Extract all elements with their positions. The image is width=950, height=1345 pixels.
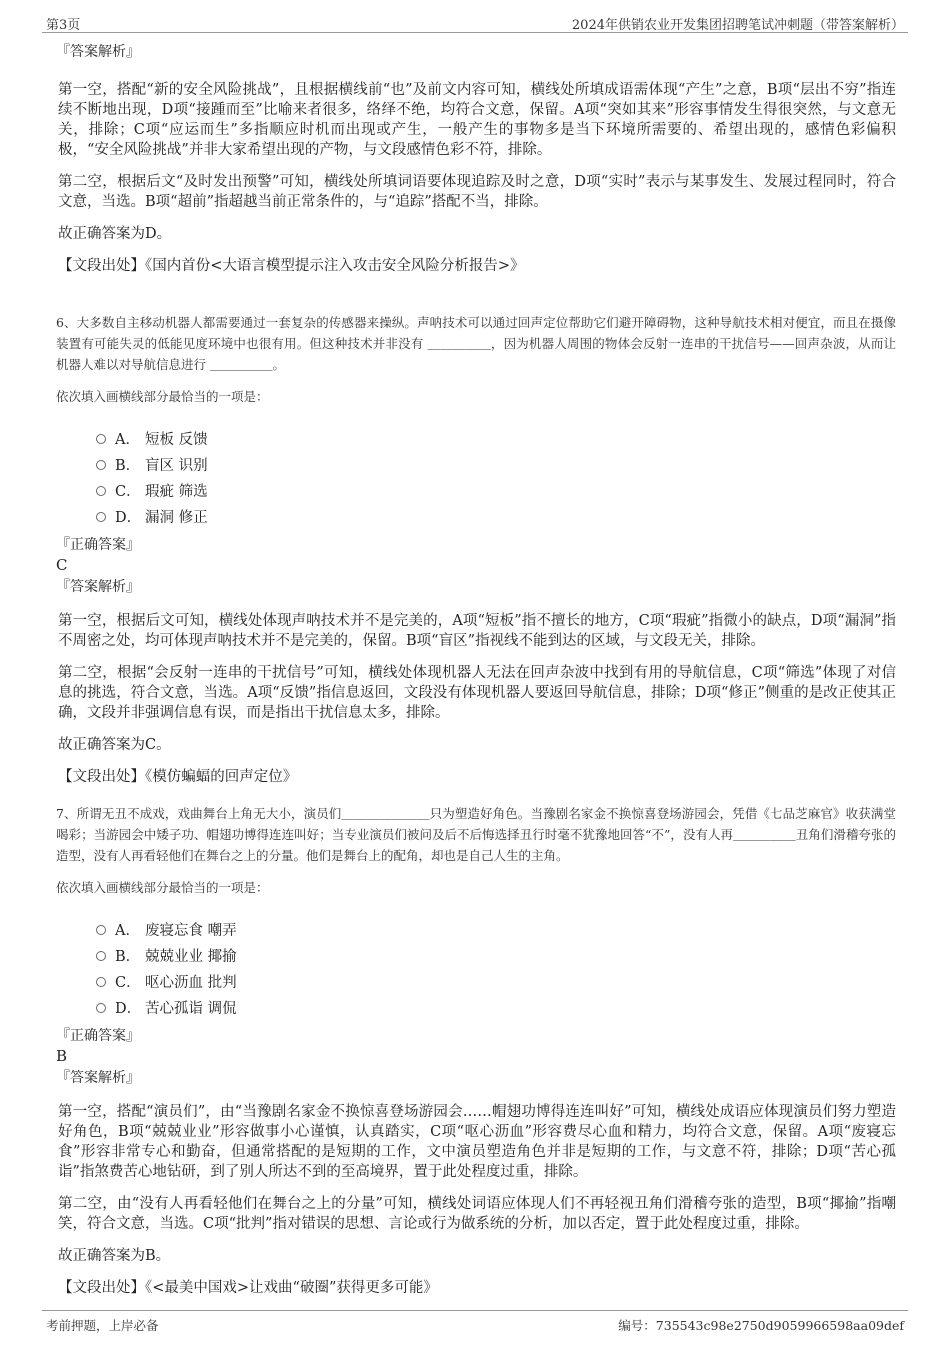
option-text: 废寝忘食 嘲弄 (145, 922, 237, 939)
radio-icon[interactable] (96, 1003, 106, 1013)
q7-correct-label: 『正确答案』 (56, 1028, 140, 1044)
q6-instruction: 依次填入画横线部分最恰当的一项是： (56, 389, 269, 404)
q7-option-b[interactable] (96, 942, 896, 968)
q7-option-d[interactable] (96, 994, 896, 1020)
option-text: 兢兢业业 揶揄 (145, 948, 237, 965)
option-letter: B． (115, 457, 141, 474)
footer-slogan: 考前押题，上岸必备 (46, 1318, 159, 1333)
q6-analysis-label: 『答案解析』 (56, 579, 140, 595)
q6-analysis-p1: 第一空，根据后文可知，横线处体现声呐技术并不是完美的，A项“短板”指不擅长的地方，C项“瑕疵”指微小的缺点，D项“漏洞”指不周密之处，均可体现声呐技术并不是完美的，保留。B项“盲区”指视线不能到达的区域，与文段无关，排除。 (58, 613, 896, 649)
option-text: 盲区 识别 (145, 457, 208, 474)
q7-analysis-p1: 第一空，搭配“演员们”，由“当豫剧名家金不换惊喜登场游园会……帽翅功博得连连叫好”可知，横线处成语应体现演员们努力塑造好角色，B项“兢兢业业”形容做事小心谨慎，认真踏实，C项“呕心沥血”形容费尽心血和精力，均符合文意，保留。A项“废寝忘食”形容非常专心和勤奋，但通常搭配的是短期的工作，文中演员塑造角色并非是短期的工作，与文意不符，排除；D项“苦心孤诣”指煞费苦心地钻研，到了别人所达不到的至高境界，置于此处程度过重，排除。 (58, 1104, 896, 1180)
q6-answer: C (56, 556, 68, 574)
q6-option-a[interactable] (96, 425, 896, 451)
q7-analysis-label: 『答案解析』 (56, 1070, 140, 1086)
q5-source: 【文段出处】《国内首份<大语言模型提示注入攻击安全风险分析报告>》 (58, 258, 525, 274)
radio-icon[interactable] (96, 977, 106, 987)
option-text: 瑕疵 筛选 (145, 483, 208, 500)
option-letter: A． (115, 922, 140, 939)
q7-source: 【文段出处】《<最美中国戏>让戏曲“破圈”获得更多可能》 (58, 1280, 438, 1296)
option-letter: D． (115, 509, 142, 526)
q7-option-a[interactable] (96, 916, 896, 942)
page-number: 第3页 (46, 18, 81, 33)
q7-question-text: 7、所谓无丑不成戏，戏曲舞台上角无大小，演员们＿＿＿＿＿＿＿只为塑造好角色。当豫剧名家金不换惊喜登场游园会，凭借《七品芝麻官》收获满堂喝彩；当游园会中矮子功、帽翅功博得连连叫好；当专业演员们被问及后不后悔选择丑行时毫不犹豫地回答“不”，没有人再＿＿＿＿＿丑角们滑稽夸张的造型，没有人再看轻他们在舞台之上的分量。他们是舞台上的配角，却也是自己人生的主角。 (56, 806, 896, 863)
q6-option-b[interactable] (96, 451, 896, 477)
page-header (42, 12, 908, 33)
radio-icon[interactable] (96, 925, 106, 935)
q6-option-c[interactable] (96, 477, 896, 503)
option-text: 短板 反馈 (145, 431, 208, 448)
q5-analysis-label: 『答案解析』 (56, 44, 140, 60)
page-content (56, 42, 896, 1298)
q6-conclusion: 故正确答案为C。 (58, 737, 171, 753)
document-id: 编号：735543c98e2750d9059966598aa09def (618, 1318, 904, 1333)
q5-analysis-p1: 第一空，搭配“新的安全风险挑战”，且根据横线前“也”及前文内容可知，横线处所填成语需体现“产生”之意，B项“层出不穷”指连续不断地出现，D项“接踵而至”比喻来者很多，络绎不绝，均符合文意，保留。A项“突如其来”形容事情发生得很突然，与文意无关，排除；C项“应运而生”多指顺应时机而出现或产生，一般产生的事物多是当下环境所需要的、希望出现的，感情色彩偏积极，“安全风险挑战”并非大家希望出现的产物，与文段感情色彩不符，排除。 (58, 82, 896, 158)
q6-analysis-p2: 第二空，根据“会反射一连串的干扰信号”可知，横线处体现机器人无法在回声杂波中找到有用的导航信息，C项“筛选”体现了对信息的挑选，符合文意，当选。A项“反馈”指信息返回，文段没有体现机器人要返回导航信息，排除；D项“修正”侧重的是改正使其正确，文段并非强调信息有误，而是指出干扰信息太多，排除。 (58, 665, 896, 721)
q7-conclusion: 故正确答案为B。 (58, 1248, 171, 1264)
q6-option-d[interactable] (96, 503, 896, 529)
q6-correct-label: 『正确答案』 (56, 537, 140, 553)
page-footer (42, 1310, 908, 1337)
option-text: 苦心孤诣 调侃 (145, 1000, 237, 1017)
q6-options (96, 425, 896, 529)
radio-icon[interactable] (96, 460, 106, 470)
q6-source: 【文段出处】《模仿蝙蝠的回声定位》 (58, 769, 298, 785)
radio-icon[interactable] (96, 434, 106, 444)
radio-icon[interactable] (96, 512, 106, 522)
q5-conclusion: 故正确答案为D。 (58, 226, 172, 242)
option-text: 漏洞 修正 (145, 509, 208, 526)
q6-question-text: 6、大多数自主移动机器人都需要通过一套复杂的传感器来操纵。声呐技术可以通过回声定位帮助它们避开障碍物，这种导航技术相对便宜，而且在摄像装置有可能失灵的低能见度环境中也很有用。但这种技术并非没有 ＿＿＿＿＿，因为机器人周围的物体会反射一连串的干扰信号——回声杂波，从而让机器人难以对导航信息进行 ＿＿＿＿＿。 (56, 315, 896, 372)
q7-answer: B (56, 1047, 68, 1065)
q7-option-c[interactable] (96, 968, 896, 994)
q5-analysis-p2: 第二空，根据后文“及时发出预警”可知，横线处所填词语要体现追踪及时之意，D项“实时”表示与某事发生、发展过程同时，符合文意，当选。B项“超前”指超越当前正常条件的，与“追踪”搭配不当，排除。 (58, 174, 896, 210)
document-title: 2024年供销农业开发集团招聘笔试冲刺题（带答案解析） (571, 18, 904, 33)
option-letter: C． (115, 974, 141, 991)
option-letter: C． (115, 483, 141, 500)
option-letter: D． (115, 1000, 142, 1017)
q7-options (96, 916, 896, 1020)
option-letter: B． (115, 948, 141, 965)
option-letter: A． (115, 431, 140, 448)
q7-analysis-p2: 第二空，由“没有人再看轻他们在舞台之上的分量”可知，横线处词语应体现人们不再轻视丑角们滑稽夸张的造型，B项“揶揄”指嘲笑，符合文意，当选。C项“批判”指对错误的思想、言论或行为做系统的分析，加以否定，置于此处程度过重，排除。 (58, 1196, 896, 1232)
q7-instruction: 依次填入画横线部分最恰当的一项是： (56, 880, 269, 895)
radio-icon[interactable] (96, 951, 106, 961)
radio-icon[interactable] (96, 486, 106, 496)
option-text: 呕心沥血 批判 (145, 974, 237, 991)
